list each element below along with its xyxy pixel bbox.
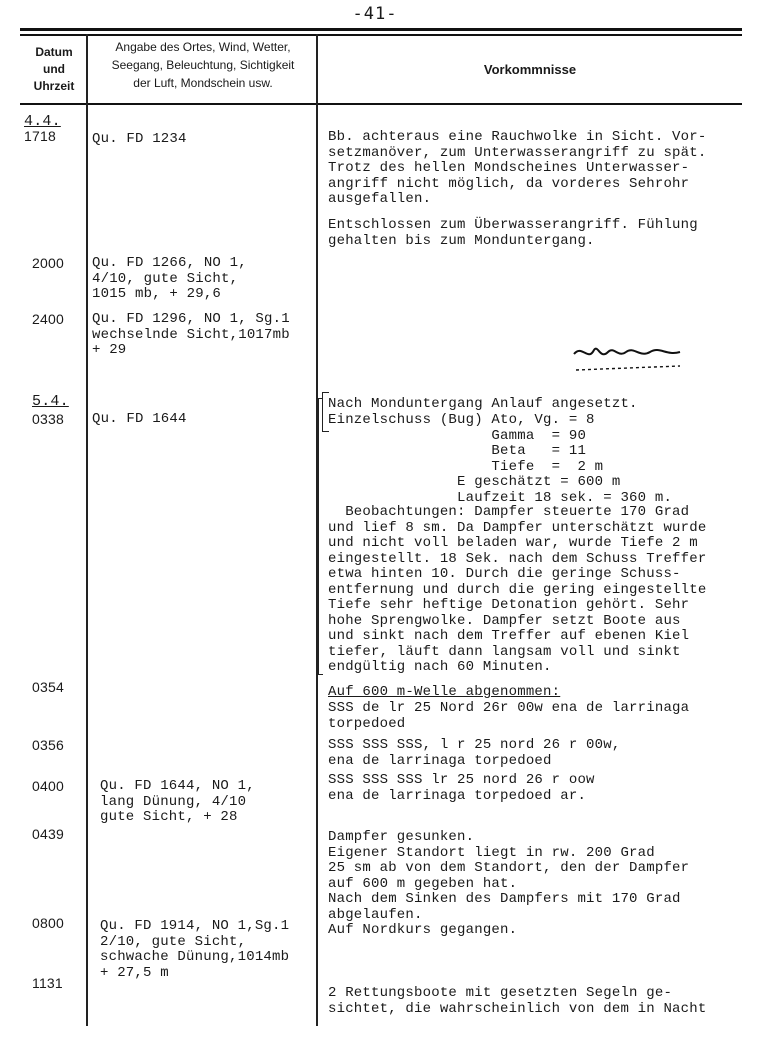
entry-place: Qu. FD 1266, NO 1, 4/10, gute Sicht, 1015 mb, + 29,6 — [92, 255, 247, 302]
torpedo-shot-data: Einzelschuss (Bug) Ato, Vg. = 8 Gamma = 90 Beta = 11 Tiefe = 2 m E geschätzt = 600 m Laufzeit 18 sek. = 360 m. — [328, 412, 673, 506]
entry-event-title: Auf 600 m-Welle abgenommen: — [328, 684, 561, 700]
entry-event: Entschlossen zum Überwasserangriff. Fühlung gehalten bis zum Monduntergang. — [328, 217, 698, 249]
header-time-label: Uhrzeit — [33, 79, 75, 93]
entry-time: 0800 — [32, 915, 64, 931]
entry-time: 1131 — [32, 975, 63, 991]
header-date-time — [22, 44, 86, 95]
entry-time: 1718 — [24, 128, 56, 144]
entry-date: 4.4. — [24, 113, 61, 130]
entry-time: 2400 — [32, 311, 64, 327]
header-rule — [20, 103, 742, 105]
header-location-line-1: Angabe des Ortes, Wind, Wetter, — [115, 40, 291, 54]
top-rule-thin — [20, 34, 742, 36]
top-rule — [20, 28, 742, 31]
header-location — [90, 38, 316, 92]
signature-mark — [570, 340, 690, 380]
entry-time: 0439 — [32, 826, 64, 842]
entry-time: 0400 — [32, 778, 64, 794]
entry-date: 5.4. — [32, 393, 69, 410]
entry-event: SSS SSS SSS, l r 25 nord 26 r 00w, ena de larrinaga torpedoed — [328, 737, 621, 769]
entry-place: Qu. FD 1234 — [92, 131, 187, 147]
column-divider-1 — [86, 34, 88, 1026]
entry-time: 2000 — [32, 255, 64, 271]
header-and-label: und — [43, 62, 65, 76]
entry-time: 0356 — [32, 737, 64, 753]
entry-event: 2 Rettungsboote mit gesetzten Segeln ge- sichtet, die wahrscheinlich von dem in Nacht — [328, 985, 707, 1017]
entry-time: 0338 — [32, 411, 64, 427]
entry-event: SSS de lr 25 Nord 26r 00w ena de larrinaga torpedoed — [328, 700, 690, 732]
entry-event: Bb. achteraus eine Rauchwolke in Sicht. Vor- setzmanöver, zum Unterwasserangriff zu spät. Trotz des hellen Mondscheines Unterwasser- angriff nicht möglich, da vorderes Sehrohr ausgefallen. — [328, 129, 707, 207]
observation-text: Beobachtungen: Dampfer steuerte 170 Grad und lief 8 sm. Da Dampfer unterschätzt wurde und nicht voll beladen war, wurde Tiefe 2 m eingestellt. 18 Sek. nach dem Schuss Treffer etwa hinten 10. Durch die geringe Schuss- entfernung und durch die gering eingestellte Tiefe sehr heftige Detonation gehört. Sehr hohe Sprengwolke. Dampfer setzt Boote aus und sinkt nach dem Treffer auf ebenen Kiel tiefer, läuft dann langsam voll und sinkt endgültig nach 60 Minuten. — [328, 504, 707, 675]
header-location-line-3: der Luft, Mondschein usw. — [133, 76, 273, 90]
entry-event: SSS SSS SSS lr 25 nord 26 r oow ena de larrinaga torpedoed ar. — [328, 772, 595, 804]
entry-event: Nach Monduntergang Anlauf angesetzt. — [328, 396, 638, 412]
header-date-label: Datum — [35, 45, 73, 59]
margin-bracket — [322, 392, 329, 432]
margin-bracket — [318, 398, 323, 675]
entry-place: Qu. FD 1644 — [92, 411, 187, 427]
header-events: Vorkommnisse — [483, 62, 577, 77]
page-number: -41- — [352, 4, 398, 24]
header-location-line-2: Seegang, Beleuchtung, Sichtigkeit — [111, 58, 295, 72]
entry-place: Qu. FD 1296, NO 1, Sg.1 wechselnde Sicht,1017mb + 29 — [92, 311, 290, 358]
entry-time: 0354 — [32, 679, 64, 695]
entry-event: Auf Nordkurs gegangen. — [328, 922, 518, 938]
entry-event: Dampfer gesunken. Eigener Standort liegt in rw. 200 Grad 25 sm ab von dem Standort, den der Dampfer auf 600 m gegeben hat. Nach dem Sinken des Dampfers mit 170 Grad abgelaufen. — [328, 829, 690, 923]
entry-place: Qu. FD 1914, NO 1,Sg.1 2/10, gute Sicht, schwache Dünung,1014mb + 27,5 m — [100, 918, 290, 981]
entry-place: Qu. FD 1644, NO 1, lang Dünung, 4/10 gute Sicht, + 28 — [100, 778, 255, 825]
